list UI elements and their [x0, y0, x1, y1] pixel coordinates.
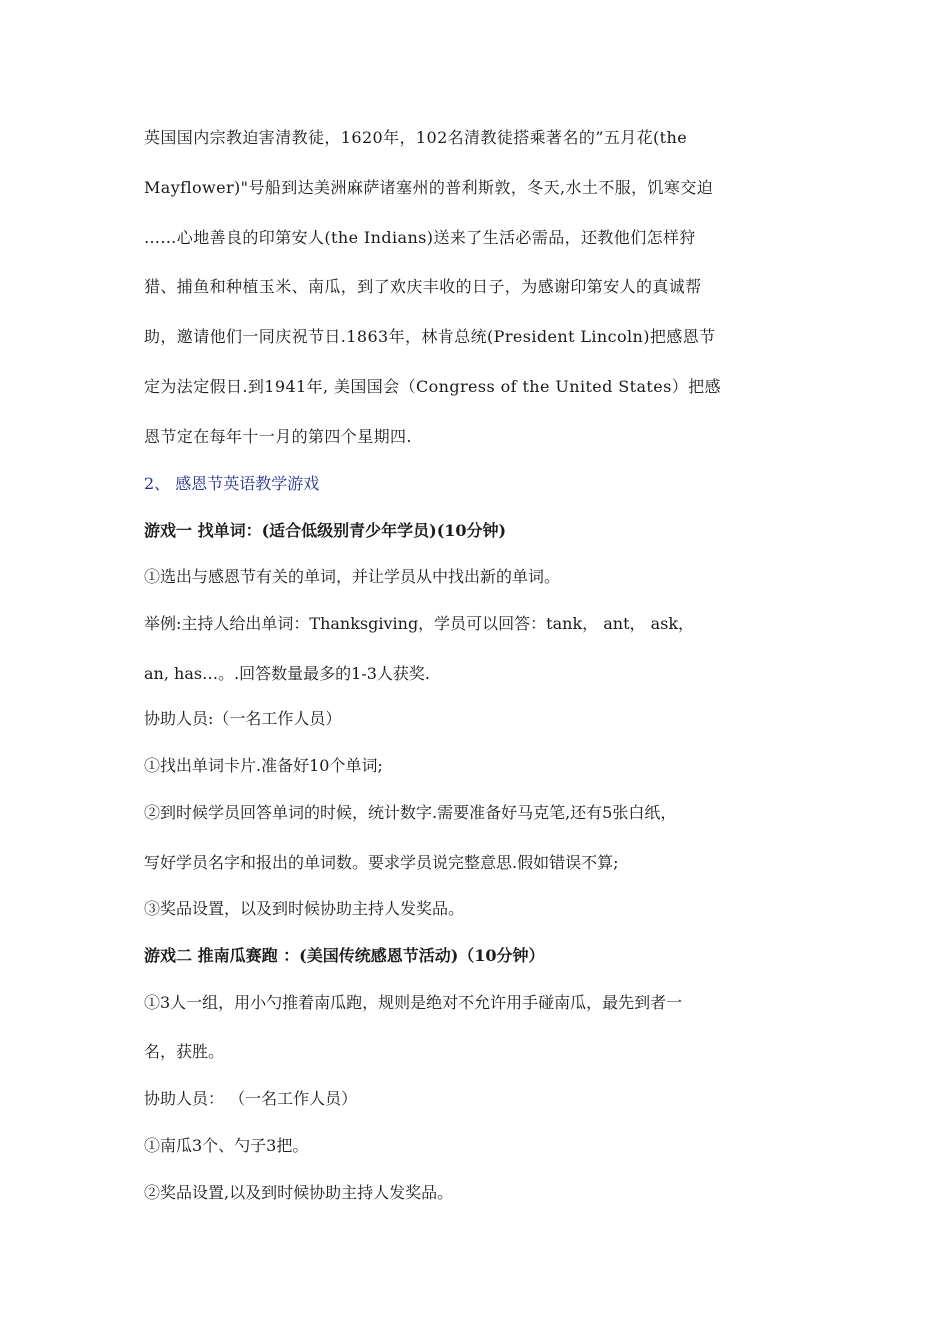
game1-title: 游戏一 找单词：(适合低级别青少年学员)(10分钟) [144, 521, 507, 540]
intro-line-1: 英国国内宗教迫害清教徒，1620年，102名清教徒搭乘著名的”五月花(the [144, 128, 688, 147]
game1-step1: ①选出与感恩节有关的单词，并让学员从中找出新的单词。 [144, 567, 561, 586]
game1-help3: ③奖品设置，以及到时候协助主持人发奖品。 [144, 899, 465, 918]
game1-helpers: 协助人员:（一名工作人员） [144, 709, 342, 728]
intro-line-2: Mayflower)"号船到达美洲麻萨诸塞州的普利斯敦，冬天,水土不服，饥寒交迫 [144, 178, 714, 197]
intro-line-6: 定为法定假日.到1941年, 美国国会（Congress of the United States）把感 [144, 377, 721, 396]
game1-help2-line1: ②到时候学员回答单词的时候，统计数字.需要准备好马克笔,还有5张白纸， [144, 803, 677, 822]
game1-help1: ①找出单词卡片.准备好10个单词; [144, 756, 383, 775]
game2-title: 游戏二 推南瓜赛跑 ：(美国传统感恩节活动)（10分钟） [144, 946, 545, 965]
intro-line-5: 助，邀请他们一同庆祝节日.1863年，林肯总统(President Lincoln)把感恩节 [144, 327, 716, 346]
game2-helpers: 协助人员： （一名工作人员） [144, 1089, 358, 1108]
game1-example-line2: an, has…。.回答数量最多的1-3人获奖. [144, 664, 431, 683]
game1-example-line1: 举例:主持人给出单词：Thanksgiving，学员可以回答：tank， ant， ask， [144, 614, 695, 633]
game2-help1: ①南瓜3个、勺子3把。 [144, 1136, 309, 1155]
game2-help2: ②奖品设置,以及到时候协助主持人发奖品。 [144, 1183, 454, 1202]
game2-step1-line2: 名，获胜。 [144, 1042, 225, 1061]
game2-step1-line1: ①3人一组，用小勺推着南瓜跑，规则是绝对不允许用手碰南瓜，最先到者一 [144, 993, 683, 1012]
intro-line-4: 猎、捕鱼和种植玉米、南瓜，到了欢庆丰收的日子，为感谢印第安人的真诚帮 [144, 277, 702, 296]
intro-line-7: 恩节定在每年十一月的第四个星期四. [144, 427, 412, 446]
intro-line-3: ……心地善良的印第安人(the Indians)送来了生活必需品，还教他们怎样狩 [144, 228, 696, 247]
game1-help2-line2: 写好学员名字和报出的单词数。要求学员说完整意思.假如错误不算; [144, 853, 619, 872]
section-heading: 2、 感恩节英语教学游戏 [144, 474, 320, 493]
